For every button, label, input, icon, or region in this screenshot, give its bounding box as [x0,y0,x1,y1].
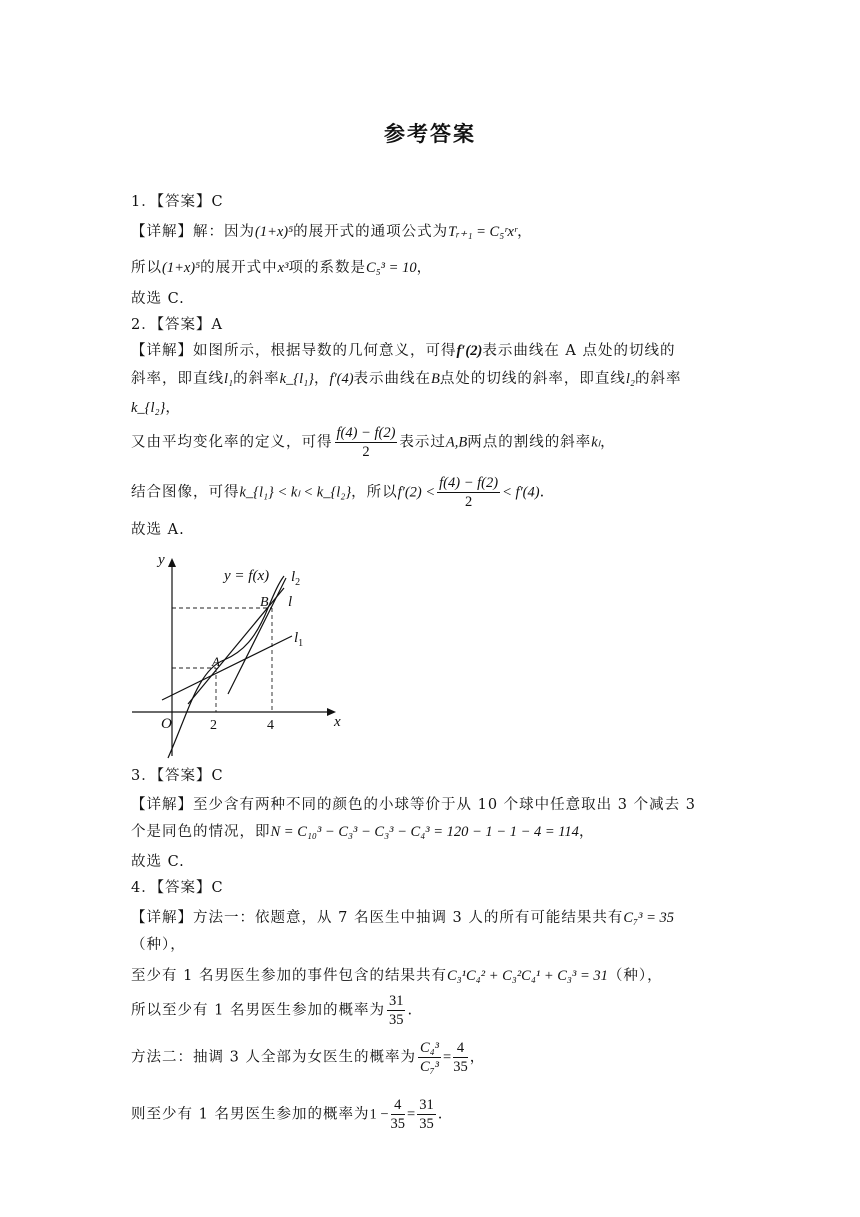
graph-l2-letter: l [291,569,296,585]
fraction-denominator: 35 [453,1059,468,1075]
q4-text: 【详解】方法一：依题意，从 7 名医生中抽调 3 人的所有可能结果共有 [131,910,624,926]
q2-text: 表示曲线在 A 点处的切线的 [482,343,676,359]
graph-origin-label: O [161,716,172,732]
q3-line-2 [131,820,594,841]
q1-punct: ， [517,224,533,240]
q3-heading: 3．【答案】C [131,768,224,784]
q2-text: 的斜率 [634,371,682,387]
tangent-slope-figure [128,548,348,763]
tangent-line-l2 [228,578,286,694]
q4-text: 所以至少有 1 名男医生参加的概率为 [131,1002,385,1019]
graph-x-label: x [334,714,341,730]
q4-one-minus: 1 − [369,1106,389,1123]
q1-text: 的展开式中 [200,260,278,276]
q4-text: （种）， [607,968,663,984]
q3-count-formula: N = C₁₀³ − C₃³ − C₃³ − C₄³ = 120 − 1 − 1 − 4 = 114 [270,824,579,840]
q1-binomial: (1+x)⁵ [162,260,201,276]
q2-line-4 [131,424,616,461]
graph-y-label: y [158,552,165,568]
fraction-numerator: 4 [453,1039,468,1058]
q4-text: 方法二：抽调 3 人全部为女医生的概率为 [131,1049,416,1066]
q4-text: 则至少有 1 名男医生参加的概率为 [131,1106,370,1123]
equals-sign: = [443,1049,452,1066]
q2-text: 的斜率 [233,371,280,387]
q4-text: 至少有 1 名男医生参加的事件包含的结果共有 [131,968,447,984]
q4-line-3 [131,964,663,985]
q2-text: 结合图像，可得 [131,484,240,501]
q1-coefficient: C₅³ = 10 [365,260,417,276]
q2-text: 【详解】如图所示，根据导数的几何意义，可得 [131,343,457,359]
q1-line-2 [131,256,432,277]
q2-punct: ， [600,434,616,451]
q2-punct: ， [165,400,181,416]
graph-tick-2: 2 [210,718,217,733]
fraction-numerator: f(4) − f(2) [439,475,499,491]
q4-punct: ， [469,1049,486,1066]
q4-result-fraction [417,1096,436,1133]
q4-combination-fraction [418,1039,441,1076]
q1-general-term: Tᵣ₊₁ = C₅ʳxʳ [448,224,518,240]
q2-average-rate [335,424,398,461]
q2-punct: . [539,484,546,501]
fraction-numerator: f(4) − f(2) [336,425,396,441]
q1-heading: 1．【答案】C [131,194,224,210]
graph-l1-sub: 1 [298,638,304,649]
q4-punct: . [437,1106,444,1123]
q2-l1: l₁ [224,371,234,387]
q2-text: 表示过 [399,434,446,451]
q2-average-rate-2 [437,474,500,511]
q1-text: 所以 [131,260,162,276]
q2-fprime-2: f′(2) [456,343,483,359]
fraction-numerator: 4 [391,1096,406,1115]
q1-punct: ， [416,260,433,276]
q4-punct: . [407,1002,414,1019]
q4-female-probability [453,1039,468,1076]
page-title: 参考答案 [384,122,476,146]
q4-favorable-formula: C₃¹C₄² + C₃²C₄¹ + C₃³ = 31 [446,968,608,984]
fraction-denominator: 2 [464,494,473,510]
q2-B: B [431,371,440,387]
q2-k-l1: k_{l₁} [279,371,314,387]
q2-AB: A,B [445,434,468,451]
q4-line-5 [131,1039,485,1076]
q1-line-1 [131,220,533,241]
q1-binomial: (1+x)⁵ [255,224,294,240]
q2-k-l: kₗ [591,434,601,451]
q4-line-6 [131,1096,443,1133]
q4-total-formula: C₇³ = 35 [623,910,674,926]
q2-conclusion: 故选 A. [131,522,185,538]
q2-text: ，所以 [351,484,398,501]
fraction-numerator: C₄³ [419,1040,440,1056]
q4-line-4 [131,992,413,1029]
q2-text: 斜率，即直线 [131,371,224,387]
q2-text: 点处的切线的斜率，即直线 [439,371,626,387]
q2-fprime-4: f′(4) [329,371,354,387]
equals-sign: = [407,1106,416,1123]
q2-line-2 [131,367,681,388]
y-axis-arrow-icon [168,558,176,567]
q4-complement-fraction [391,1096,406,1133]
q4-line-2: （种）， [131,937,186,953]
fraction-denominator: 35 [388,1012,404,1028]
q1-text: 项的系数是 [288,260,366,276]
graph-l2-sub: 2 [295,577,301,588]
q3-text: 个是同色的情况，即 [131,824,271,840]
q2-text: 两点的割线的斜率 [467,434,592,451]
q1-text: 的展开式的通项公式为 [293,224,449,240]
fraction-denominator: 2 [362,444,370,460]
q2-text: 又由平均变化率的定义，可得 [131,434,333,451]
q2-heading: 2．【答案】A [131,317,223,333]
fraction-denominator: 35 [419,1116,434,1132]
graph-tick-4: 4 [267,718,274,733]
graph-curve-label: y = f(x) [224,568,270,584]
q2-text: 表示曲线在 [353,371,432,387]
graph-l2-label [291,569,300,588]
q4-probability-fraction [387,992,406,1029]
q3-conclusion: 故选 C. [131,854,185,870]
q2-ineq-left: f′(2) < [397,484,436,501]
q2-line-1 [131,339,676,360]
q2-line-5 [131,474,545,511]
q2-text: ， [313,371,330,387]
graph-point-A: A [212,654,220,669]
graph-l1-label [294,630,303,649]
q2-slope-inequality: k_{l₁} < kₗ < k_{l₂} [239,484,352,501]
fraction-numerator: 31 [419,1097,434,1113]
q1-conclusion: 故选 C. [131,291,185,307]
q3-line-1: 【详解】至少含有两种不同的颜色的小球等价于从 10 个球中任意取出 3 个减去 3 [131,797,696,813]
q2-l2: l₂ [625,371,635,387]
q3-punct: ， [578,824,595,840]
q4-heading: 4．【答案】C [131,880,224,896]
graph-point-B: B [260,595,269,610]
q1-x3: x³ [277,260,289,276]
q2-ineq-right: < f′(4) [502,484,540,501]
graph-l-label: l [288,594,293,610]
graph-l1-letter: l [294,630,299,646]
fraction-denominator: C₇³ [419,1059,440,1075]
q1-text: 【详解】解：因为 [131,224,255,240]
q2-line-3 [131,396,181,417]
fraction-denominator: 35 [390,1116,406,1132]
fraction-numerator: 31 [388,993,404,1009]
q2-k-l2: k_{l₂} [131,400,166,416]
secant-line-l [188,588,284,704]
q4-line-1 [131,906,674,927]
